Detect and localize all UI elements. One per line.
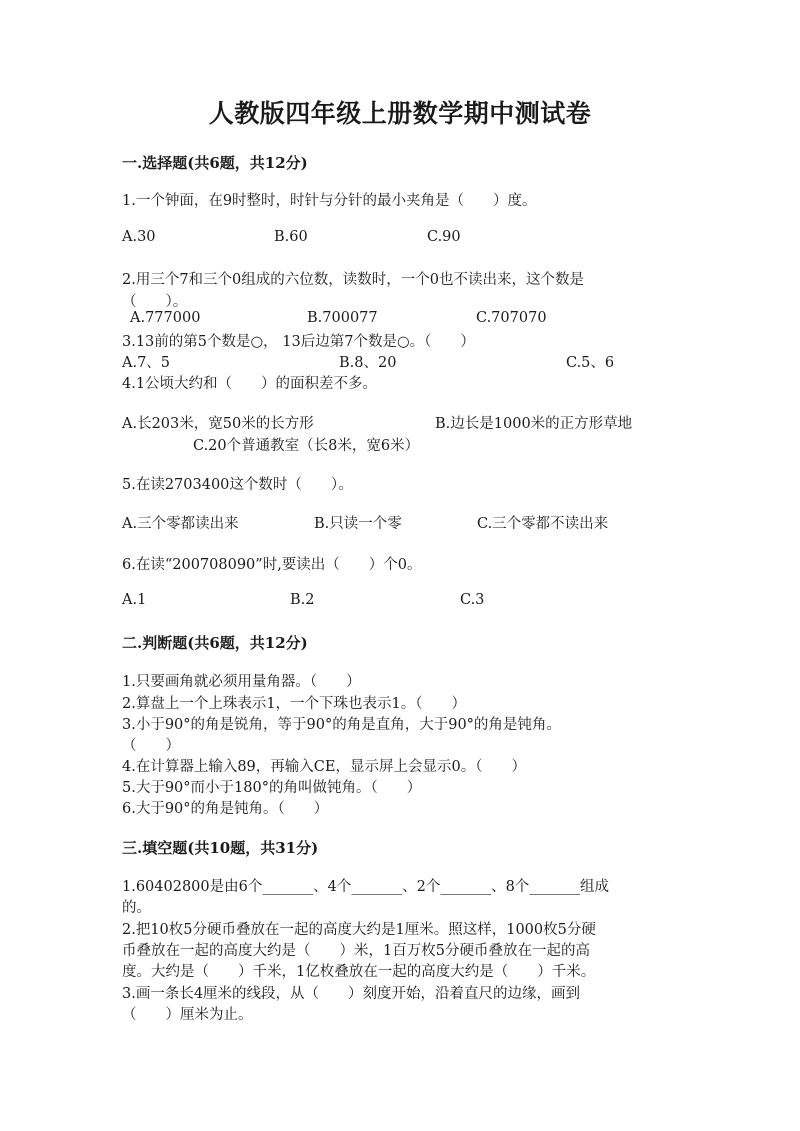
fill-item: 3.画一条长4厘米的线段，从（ ）刻度开始，沿着直尺的边缘，画到 (122, 986, 581, 1002)
option-b: B.边长是1000米的正方形草地 (435, 416, 633, 432)
question-stem: 5.在读2703400这个数时（ ）。 (122, 477, 353, 493)
option-c: C.20个普通教室（长8米，宽6米） (193, 438, 420, 454)
fill-item: 币叠放在一起的高度大约是（ ）米，1百万枚5分硬币叠放在一起的高 (122, 943, 590, 959)
option-a: A.7、5 (122, 355, 171, 371)
fill-item: 的。 (122, 900, 151, 916)
question-stem: 1.一个钟面，在9时整时，时针与分针的最小夹角是（ ）度。 (122, 193, 537, 209)
judge-item: 4.在计算器上输入89，再输入CE，显示屏上会显示0。（ ） (122, 759, 526, 775)
option-a: A.777000 (130, 310, 201, 326)
option-c: C.90 (427, 229, 461, 245)
fill-item: （ ）厘米为止。 (122, 1007, 253, 1023)
judge-item: （ ） (122, 738, 180, 754)
option-a: A.长203米，宽50米的长方形 (122, 416, 314, 432)
question-stem: （ ）。 (122, 294, 188, 310)
judge-item: 1.只要画角就必须用量角器。（ ） (122, 674, 361, 690)
fill-item: 2.把10枚5分硬币叠放在一起的高度大约是1厘米。照这样，1000枚5分硬 (122, 922, 596, 938)
option-a: A.30 (122, 229, 156, 245)
judge-item: 6.大于90°的角是钝角。（ ） (122, 801, 329, 817)
page-title: 人教版四年级上册数学期中测试卷 (208, 99, 592, 128)
question-stem: 3.13前的第5个数是○， 13后边第7个数是○。（ ） (122, 334, 475, 350)
fill-item: 度。大约是（ ）千米，1亿枚叠放在一起的高度大约是（ ）千米。 (122, 964, 596, 980)
judge-item: 3.小于90°的角是锐角，等于90°的角是直角，大于90°的角是钝角。 (122, 717, 561, 733)
question-stem: 2.用三个7和三个0组成的六位数，读数时，一个0也不读出来，这个数是 (122, 272, 585, 288)
section-heading-fill: 三.填空题(共10题，共31分) (122, 839, 319, 857)
option-b: B.2 (290, 592, 315, 608)
fill-item: 1.60402800是由6个_______、4个_______、2个_______、8个_______组成 (122, 879, 610, 895)
option-c: C.三个零都不读出来 (477, 516, 609, 532)
judge-item: 2.算盘上一个上珠表示1，一个下珠也表示1。（ ） (122, 696, 467, 712)
judge-item: 5.大于90°而小于180°的角叫做钝角。（ ） (122, 780, 422, 796)
option-b: B.60 (274, 229, 308, 245)
option-c: C.5、6 (566, 355, 615, 371)
section-heading-choice: 一.选择题(共6题，共12分) (122, 154, 308, 172)
option-a: A.1 (122, 592, 147, 608)
option-b: B.8、20 (339, 355, 397, 371)
question-stem: 6.在读“200708090”时,要读出（ ）个0。 (122, 557, 422, 573)
option-b: B.700077 (307, 310, 378, 326)
option-c: C.3 (460, 592, 485, 608)
section-heading-judge: 二.判断题(共6题，共12分) (122, 634, 308, 652)
question-stem: 4.1公顷大约和（ ）的面积差不多。 (122, 376, 378, 392)
option-a: A.三个零都读出来 (122, 516, 239, 532)
option-c: C.707070 (476, 310, 547, 326)
option-b: B.只读一个零 (314, 516, 402, 532)
